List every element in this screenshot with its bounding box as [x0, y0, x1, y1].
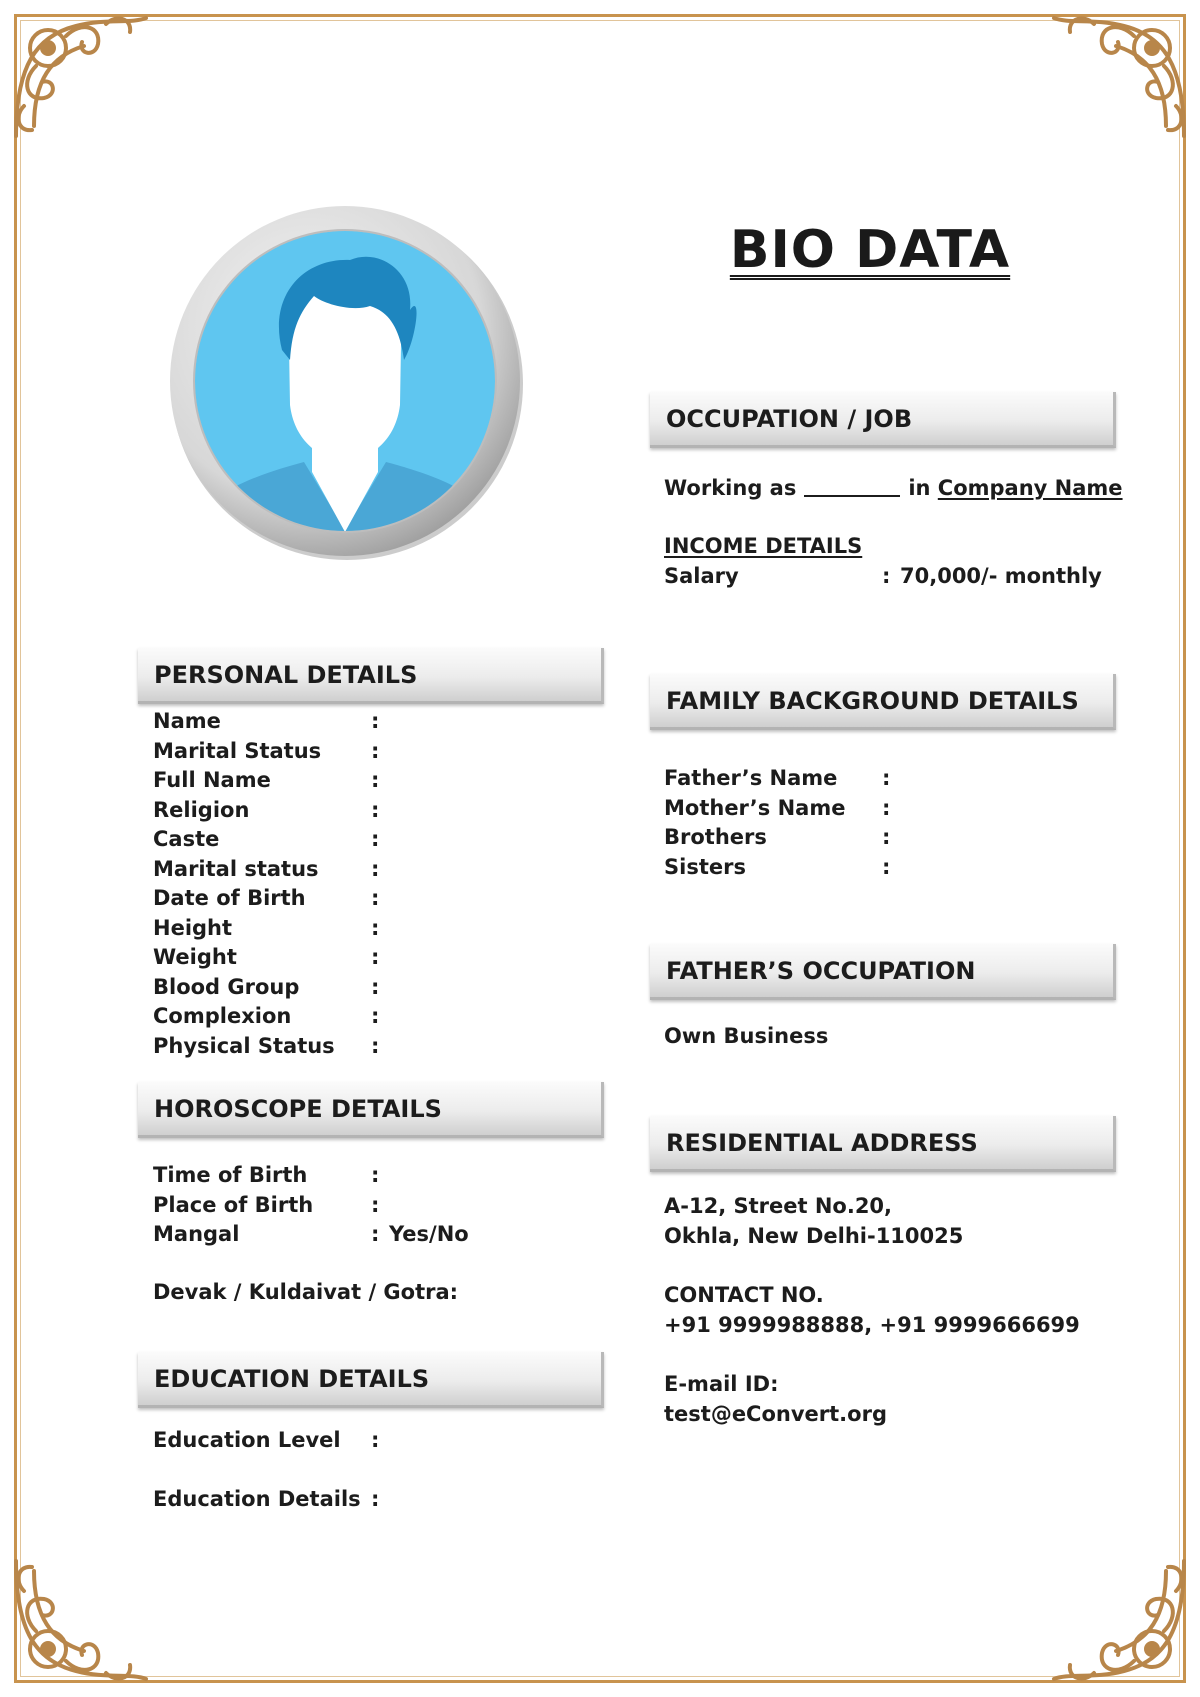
field-label: Complexion: [153, 1004, 292, 1028]
field-label: Caste: [153, 827, 220, 851]
personal-row-height: [153, 916, 593, 946]
personal-row-religion: [153, 798, 593, 828]
education-row-level: [153, 1428, 593, 1487]
field-label: Education Level: [153, 1428, 341, 1452]
personal-row-full-name: [153, 768, 593, 798]
personal-row-name: [153, 709, 593, 739]
personal-row-physical-status: [153, 1034, 593, 1064]
field-colon: :: [371, 915, 380, 940]
fathers-occupation-heading: FATHER’S OCCUPATION: [650, 944, 1116, 1000]
income-heading: INCOME DETAILS: [664, 534, 863, 558]
family-row-mothers-name: [664, 796, 1104, 826]
field-value: Yes/No: [389, 1222, 469, 1246]
field-label: Education Details: [153, 1487, 361, 1511]
job-title-blank: [804, 495, 900, 497]
working-as-line: [664, 476, 1123, 500]
occupation-heading: OCCUPATION / JOB: [650, 392, 1116, 448]
personal-details-list: [153, 709, 593, 1063]
field-colon: :: [371, 856, 380, 881]
ornament-corner-icon: [6, 1541, 156, 1691]
ornament-corner-icon: [1044, 6, 1194, 156]
field-label: Full Name: [153, 768, 271, 792]
education-row-details: [153, 1487, 593, 1517]
gotra-label: Devak / Kuldaivat / Gotra:: [153, 1280, 459, 1304]
horoscope-row-place-of-birth: [153, 1193, 593, 1223]
working-as-label: Working as: [664, 476, 797, 500]
field-label: Height: [153, 915, 233, 940]
field-label: Mangal: [153, 1222, 240, 1246]
field-label: Weight: [153, 945, 237, 969]
ornament-corner-icon: [1044, 1541, 1194, 1691]
family-row-sisters: [664, 855, 1104, 885]
salary-colon: :: [882, 564, 891, 588]
personal-row-blood-group: [153, 975, 593, 1005]
education-details-heading: EDUCATION DETAILS: [138, 1352, 604, 1408]
personal-row-caste: [153, 827, 593, 857]
field-label: Date of Birth: [153, 886, 306, 910]
in-label: in: [908, 476, 931, 500]
field-colon: :: [882, 854, 891, 879]
fathers-occupation-value: Own Business: [664, 1024, 829, 1048]
field-colon: :: [371, 709, 380, 733]
field-colon: :: [371, 827, 380, 851]
personal-row-marital-status: [153, 739, 593, 769]
company-name: Company Name: [937, 476, 1123, 500]
horoscope-details-list: [153, 1163, 593, 1252]
field-colon: :: [371, 886, 380, 910]
salary-label: Salary: [664, 564, 739, 588]
family-details-list: [664, 766, 1104, 884]
salary-value: 70,000/- monthly: [900, 564, 1102, 588]
field-colon: :: [371, 797, 380, 822]
field-label: Mother’s Name: [664, 795, 846, 820]
horoscope-details-heading: HOROSCOPE DETAILS: [138, 1082, 604, 1138]
field-label: Father’s Name: [664, 766, 838, 790]
horoscope-row-mangal: [153, 1222, 593, 1252]
personal-row-date-of-birth: [153, 886, 593, 916]
field-label: Name: [153, 709, 221, 733]
contact-label: CONTACT NO.: [664, 1283, 824, 1307]
family-background-heading: FAMILY BACKGROUND DETAILS: [650, 674, 1116, 730]
field-label: Marital Status: [153, 738, 322, 763]
field-colon: :: [371, 1192, 380, 1217]
horoscope-row-time-of-birth: [153, 1163, 593, 1193]
family-row-fathers-name: [664, 766, 1104, 796]
personal-details-heading: PERSONAL DETAILS: [138, 648, 604, 704]
address-line-2: Okhla, New Delhi-110025: [664, 1224, 964, 1248]
residential-address-heading: RESIDENTIAL ADDRESS: [650, 1116, 1116, 1172]
field-label: Marital status: [153, 856, 319, 881]
field-label: Brothers: [664, 825, 767, 849]
page-title: BIO DATA: [729, 220, 1011, 280]
field-label: Physical Status: [153, 1033, 335, 1058]
ornament-corner-icon: [6, 6, 156, 156]
field-colon: :: [882, 766, 891, 790]
field-label: Religion: [153, 797, 250, 822]
field-colon: :: [371, 738, 380, 763]
field-colon: :: [371, 1163, 380, 1187]
field-colon: :: [371, 1428, 380, 1452]
field-colon: :: [371, 1033, 380, 1058]
field-colon: :: [371, 1487, 380, 1511]
field-label: Time of Birth: [153, 1163, 308, 1187]
field-label: Sisters: [664, 854, 746, 879]
education-details-list: [153, 1428, 593, 1517]
personal-row-marital-status-2: [153, 857, 593, 887]
field-colon: :: [882, 795, 891, 820]
field-label: Blood Group: [153, 974, 300, 999]
field-colon: :: [371, 768, 380, 792]
address-line-1: A-12, Street No.20,: [664, 1194, 893, 1218]
personal-row-complexion: [153, 1004, 593, 1034]
field-colon: :: [882, 825, 891, 849]
email-value: test@eConvert.org: [664, 1402, 887, 1426]
male-avatar-icon: [164, 200, 526, 562]
field-label: Place of Birth: [153, 1192, 314, 1217]
field-colon: :: [371, 974, 380, 999]
email-label: E-mail ID:: [664, 1372, 779, 1396]
field-colon: :: [371, 945, 380, 969]
family-row-brothers: [664, 825, 1104, 855]
contact-value: +91 9999988888, +91 9999666699: [664, 1313, 1080, 1337]
field-colon: :: [371, 1222, 380, 1246]
personal-row-weight: [153, 945, 593, 975]
field-colon: :: [371, 1004, 380, 1028]
